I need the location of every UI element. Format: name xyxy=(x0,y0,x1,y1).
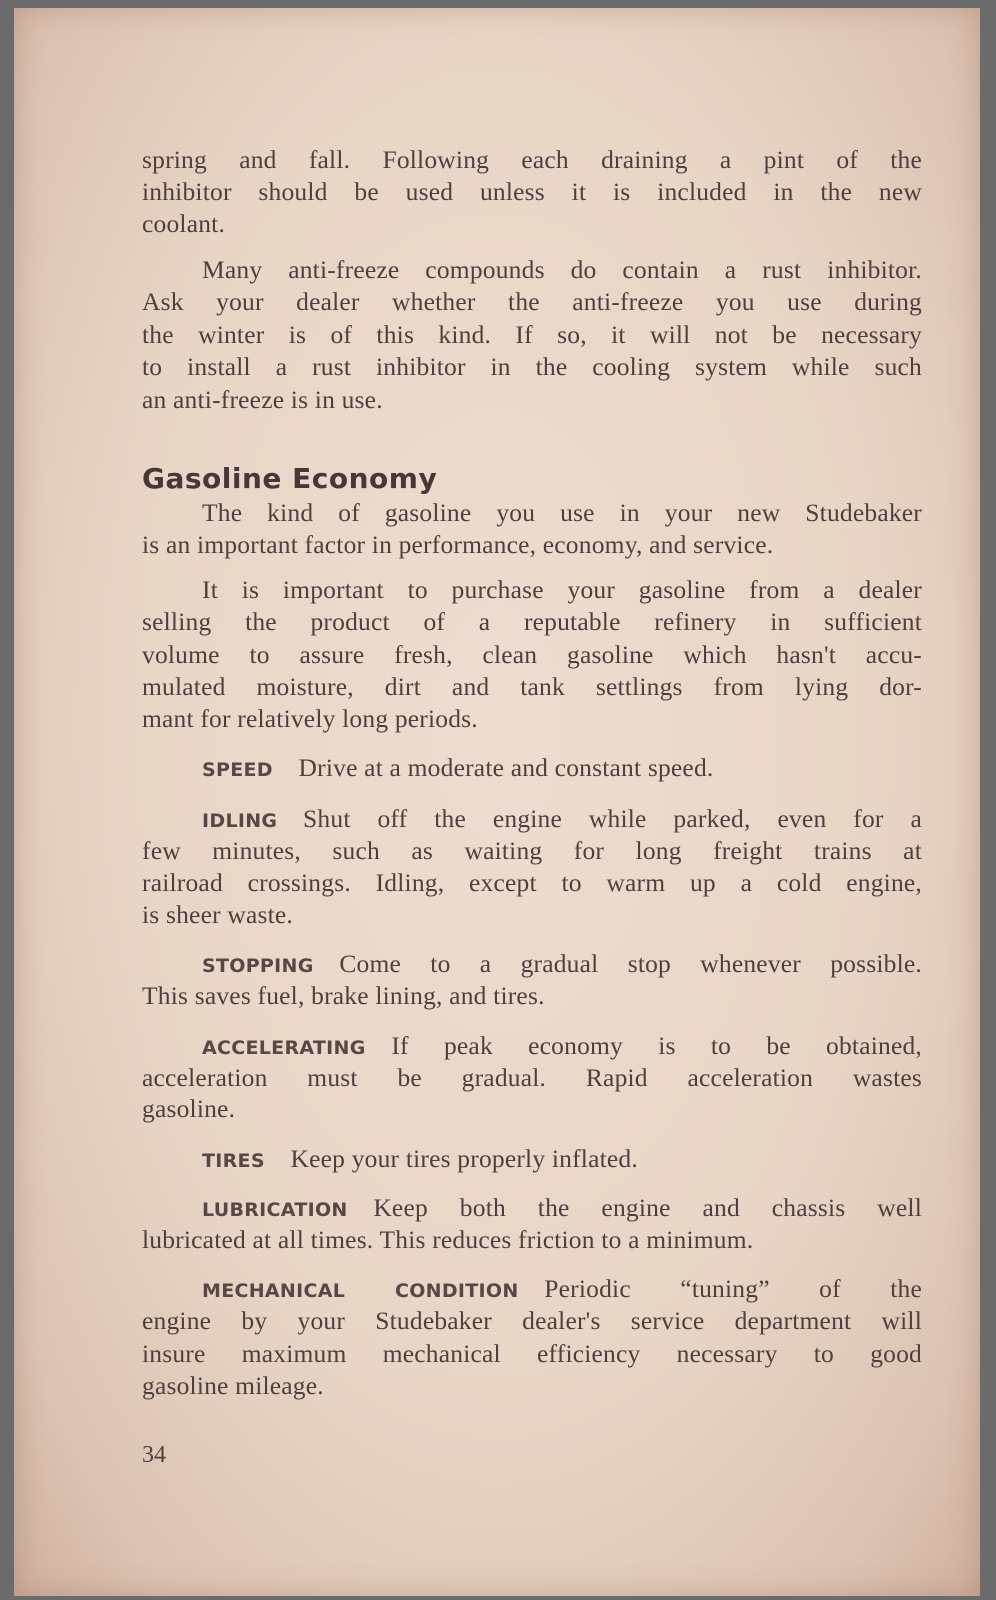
text-line xyxy=(142,899,922,931)
line-text: mant for relatively long periods. xyxy=(142,704,478,733)
line-text: spring and fall. Following each draining a pint of the xyxy=(142,145,922,174)
line-text: lubricated at all times. This reduces friction to a minimum. xyxy=(142,1225,754,1254)
line-text: an anti-freeze is in use. xyxy=(142,385,383,414)
line-text: coolant. xyxy=(142,209,226,238)
page-number: 34 xyxy=(142,1442,166,1468)
text-line xyxy=(142,529,922,561)
line-text: Keep your tires properly inflated. xyxy=(290,1144,638,1173)
line-text: Many anti-freeze compounds do contain a rust inhibitor. xyxy=(202,255,922,284)
line-text: inhibitor should be used unless it is included in the new xyxy=(142,177,922,206)
line-text: is an important factor in performance, economy, and service. xyxy=(142,530,774,559)
line-text: It is important to purchase your gasoline from a dealer xyxy=(202,575,922,604)
text-line xyxy=(202,1030,922,1062)
line-text: volume to assure fresh, clean gasoline which hasn't accu- xyxy=(142,640,922,669)
line-text: insure maximum mechanical efficiency necessary to good xyxy=(142,1339,922,1368)
text-line xyxy=(142,1062,922,1094)
line-text: Drive at a moderate and constant speed. xyxy=(298,753,714,782)
line-text: Ask your dealer whether the anti-freeze you use during xyxy=(142,287,922,316)
line-text: to install a rust inhibitor in the cooling system while such xyxy=(142,352,922,381)
line-text: gasoline. xyxy=(142,1094,236,1123)
line-text: If peak economy is to be obtained, xyxy=(391,1031,922,1060)
run-in-subheading: IDLING xyxy=(202,810,278,832)
run-in-subheading: SPEED xyxy=(202,759,273,781)
text-line xyxy=(142,1305,922,1337)
line-text: selling the product of a reputable refinery in sufficient xyxy=(142,607,922,636)
text-line xyxy=(142,703,922,735)
line-text: few minutes, such as waiting for long freight trains at xyxy=(142,836,922,865)
line-text: The kind of gasoline you use in your new Studebaker xyxy=(202,498,922,527)
run-in-subheading: MECHANICAL CONDITION xyxy=(202,1280,519,1302)
text-line xyxy=(202,497,922,529)
section-heading: Gasoline Economy xyxy=(142,462,438,495)
line-text: acceleration must be gradual. Rapid acceleration wastes xyxy=(142,1063,922,1092)
text-line xyxy=(142,319,922,351)
text-line xyxy=(142,1370,922,1402)
text-line xyxy=(142,384,922,416)
text-line xyxy=(142,835,922,867)
text-line xyxy=(202,752,922,784)
line-text: Periodic “tuning” of the xyxy=(544,1274,922,1303)
text-line xyxy=(202,1192,922,1224)
text-line xyxy=(202,803,922,835)
line-text: mulated moisture, dirt and tank settlings from lying dor- xyxy=(142,672,922,701)
text-line xyxy=(202,948,922,980)
text-line xyxy=(202,1143,922,1175)
line-text: railroad crossings. Idling, except to warm up a cold engine, xyxy=(142,868,922,897)
line-text: the winter is of this kind. If so, it will not be necessary xyxy=(142,320,922,349)
text-line xyxy=(142,1093,922,1125)
text-line xyxy=(142,671,922,703)
text-line xyxy=(142,606,922,638)
line-text: gasoline mileage. xyxy=(142,1371,324,1400)
line-text: Shut off the engine while parked, even for a xyxy=(303,804,922,833)
text-line xyxy=(142,176,922,208)
text-line xyxy=(202,574,922,606)
text-line xyxy=(142,208,922,240)
run-in-subheading: STOPPING xyxy=(202,955,314,977)
line-text: Come to a gradual stop whenever possible. xyxy=(339,949,922,978)
text-line xyxy=(142,1338,922,1370)
run-in-subheading: TIRES xyxy=(202,1150,265,1172)
text-line xyxy=(142,351,922,383)
run-in-subheading: ACCELERATING xyxy=(202,1037,366,1059)
text-line xyxy=(142,639,922,671)
text-line xyxy=(142,867,922,899)
manual-page xyxy=(14,8,980,1596)
run-in-subheading: LUBRICATION xyxy=(202,1199,348,1221)
text-line xyxy=(142,980,922,1012)
text-line xyxy=(202,254,922,286)
text-line xyxy=(202,1273,922,1305)
line-text: engine by your Studebaker dealer's service department will xyxy=(142,1306,922,1335)
line-text: is sheer waste. xyxy=(142,900,293,929)
text-line xyxy=(142,286,922,318)
text-line xyxy=(142,144,922,176)
line-text: Keep both the engine and chassis well xyxy=(373,1193,922,1222)
line-text: This saves fuel, brake lining, and tires. xyxy=(142,981,545,1010)
text-line xyxy=(142,1224,922,1256)
